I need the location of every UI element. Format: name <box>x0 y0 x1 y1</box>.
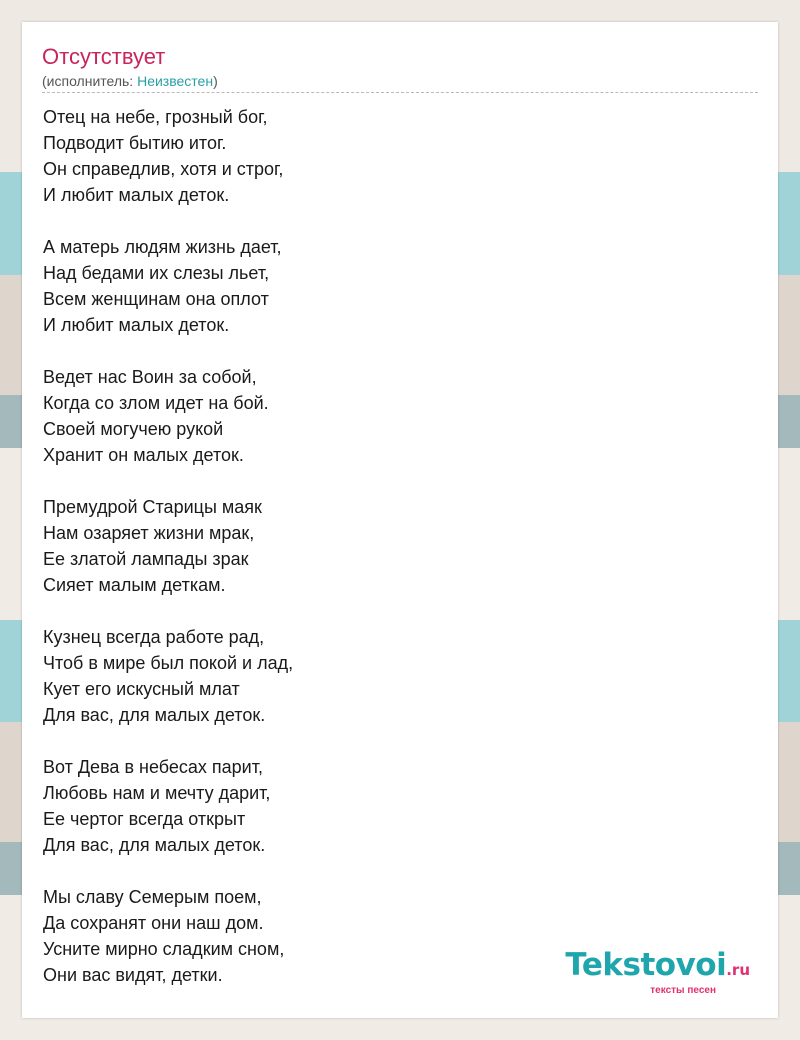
lyric-line: Для вас, для малых деток. <box>43 835 266 855</box>
lyric-line: Да сохранят они наш дом. <box>43 913 264 933</box>
logo-wordmark <box>565 949 750 986</box>
title-divider <box>42 92 758 93</box>
lyric-line: Ведет нас Воин за собой, <box>43 367 257 387</box>
stanza <box>43 884 293 988</box>
artist-link[interactable]: Неизвестен <box>137 73 214 89</box>
lyric-line: Отец на небе, грозный бог, <box>43 107 268 127</box>
stanza <box>43 364 293 468</box>
lyric-line: Ее чертог всегда открыт <box>43 809 246 829</box>
lyric-line: И любит малых деток. <box>43 185 230 205</box>
lyric-line: Чтоб в мире был покой и лад, <box>43 653 294 673</box>
artist-prefix: (исполнитель: <box>42 73 138 89</box>
lyrics-text <box>43 104 293 1014</box>
lyric-line: И любит малых деток. <box>43 315 230 335</box>
lyric-line: Всем женщинам она оплот <box>43 289 269 309</box>
lyric-line: Сияет малым деткам. <box>43 575 226 595</box>
lyric-line: Они вас видят, детки. <box>43 965 223 985</box>
stanza <box>43 494 293 598</box>
stanza <box>43 234 293 338</box>
site-logo[interactable] <box>565 949 750 996</box>
logo-tagline: тексты песен <box>650 985 716 996</box>
logo-tld: .ru <box>726 961 750 979</box>
lyric-line: Своей могучею рукой <box>43 419 224 439</box>
lyric-line: Над бедами их слезы льет, <box>43 263 270 283</box>
lyric-line: Любовь нам и мечту дарит, <box>43 783 271 803</box>
lyric-line: Мы славу Семерым поем, <box>43 887 262 907</box>
lyric-line: Нам озаряет жизни мрак, <box>43 523 255 543</box>
lyric-line: А матерь людям жизнь дает, <box>43 237 282 257</box>
logo-name: Tekstovoi <box>565 947 727 983</box>
lyric-line: Хранит он малых деток. <box>43 445 244 465</box>
song-title: Отсутствует <box>42 44 166 69</box>
lyric-line: Для вас, для малых деток. <box>43 705 266 725</box>
lyric-line: Когда со злом идет на бой. <box>43 393 269 413</box>
lyric-line: Премудрой Старицы маяк <box>43 497 262 517</box>
stanza <box>43 624 293 728</box>
lyric-line: Подводит бытию итог. <box>43 133 227 153</box>
artist-suffix: ) <box>213 73 218 89</box>
lyrics-card <box>22 22 778 1018</box>
artist-line <box>42 72 218 90</box>
lyric-line: Он справедлив, хотя и строг, <box>43 159 284 179</box>
lyric-line: Ее златой лампады зрак <box>43 549 249 569</box>
lyric-line: Кует его искусный млат <box>43 679 240 699</box>
lyric-line: Кузнец всегда работе рад, <box>43 627 265 647</box>
stanza <box>43 104 293 208</box>
stanza <box>43 754 293 858</box>
lyric-line: Вот Дева в небесах парит, <box>43 757 263 777</box>
lyric-line: Усните мирно сладким сном, <box>43 939 285 959</box>
